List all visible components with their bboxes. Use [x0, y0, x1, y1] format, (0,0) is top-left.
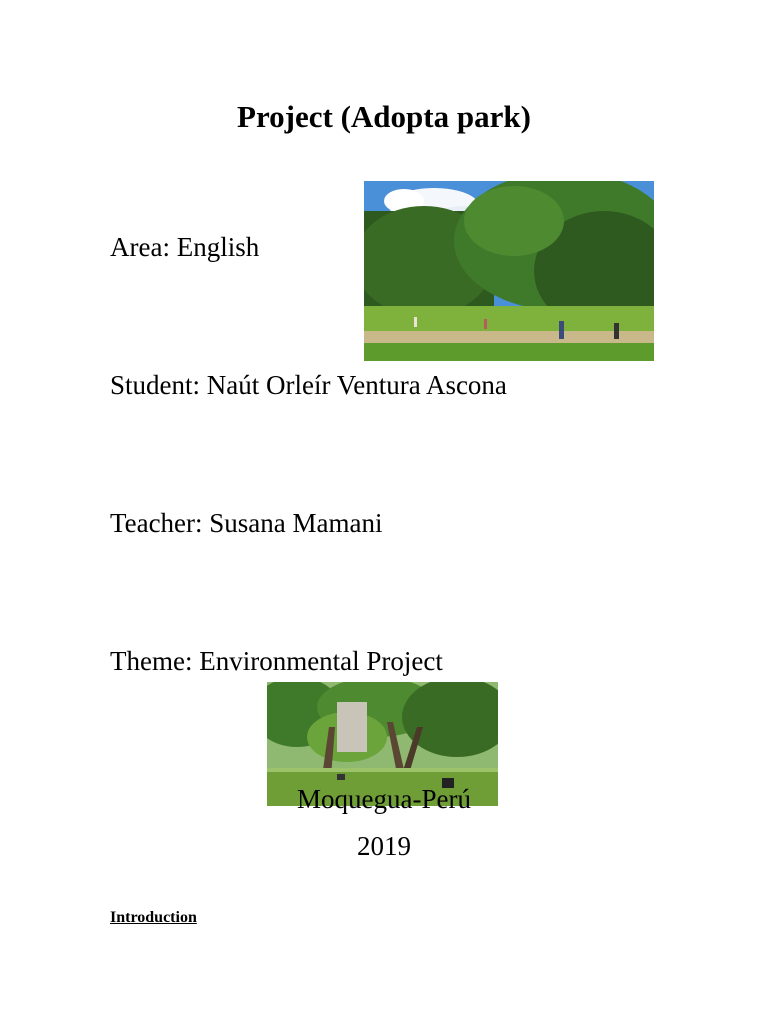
theme-field: Theme: Environmental Project [110, 646, 443, 676]
introduction-heading: Introduction [110, 909, 197, 926]
student-field: Student: Naút Orleír Ventura Ascona [110, 370, 507, 400]
teacher-field: Teacher: Susana Mamani [110, 508, 383, 538]
place-text: Moquegua-Perú [297, 784, 471, 814]
park-photo-top [364, 181, 654, 361]
year-text: 2019 [357, 831, 411, 861]
document-title: Project (Adopta park) [237, 99, 531, 134]
park-photo-top-image [364, 181, 654, 361]
area-field: Area: English [110, 232, 260, 262]
